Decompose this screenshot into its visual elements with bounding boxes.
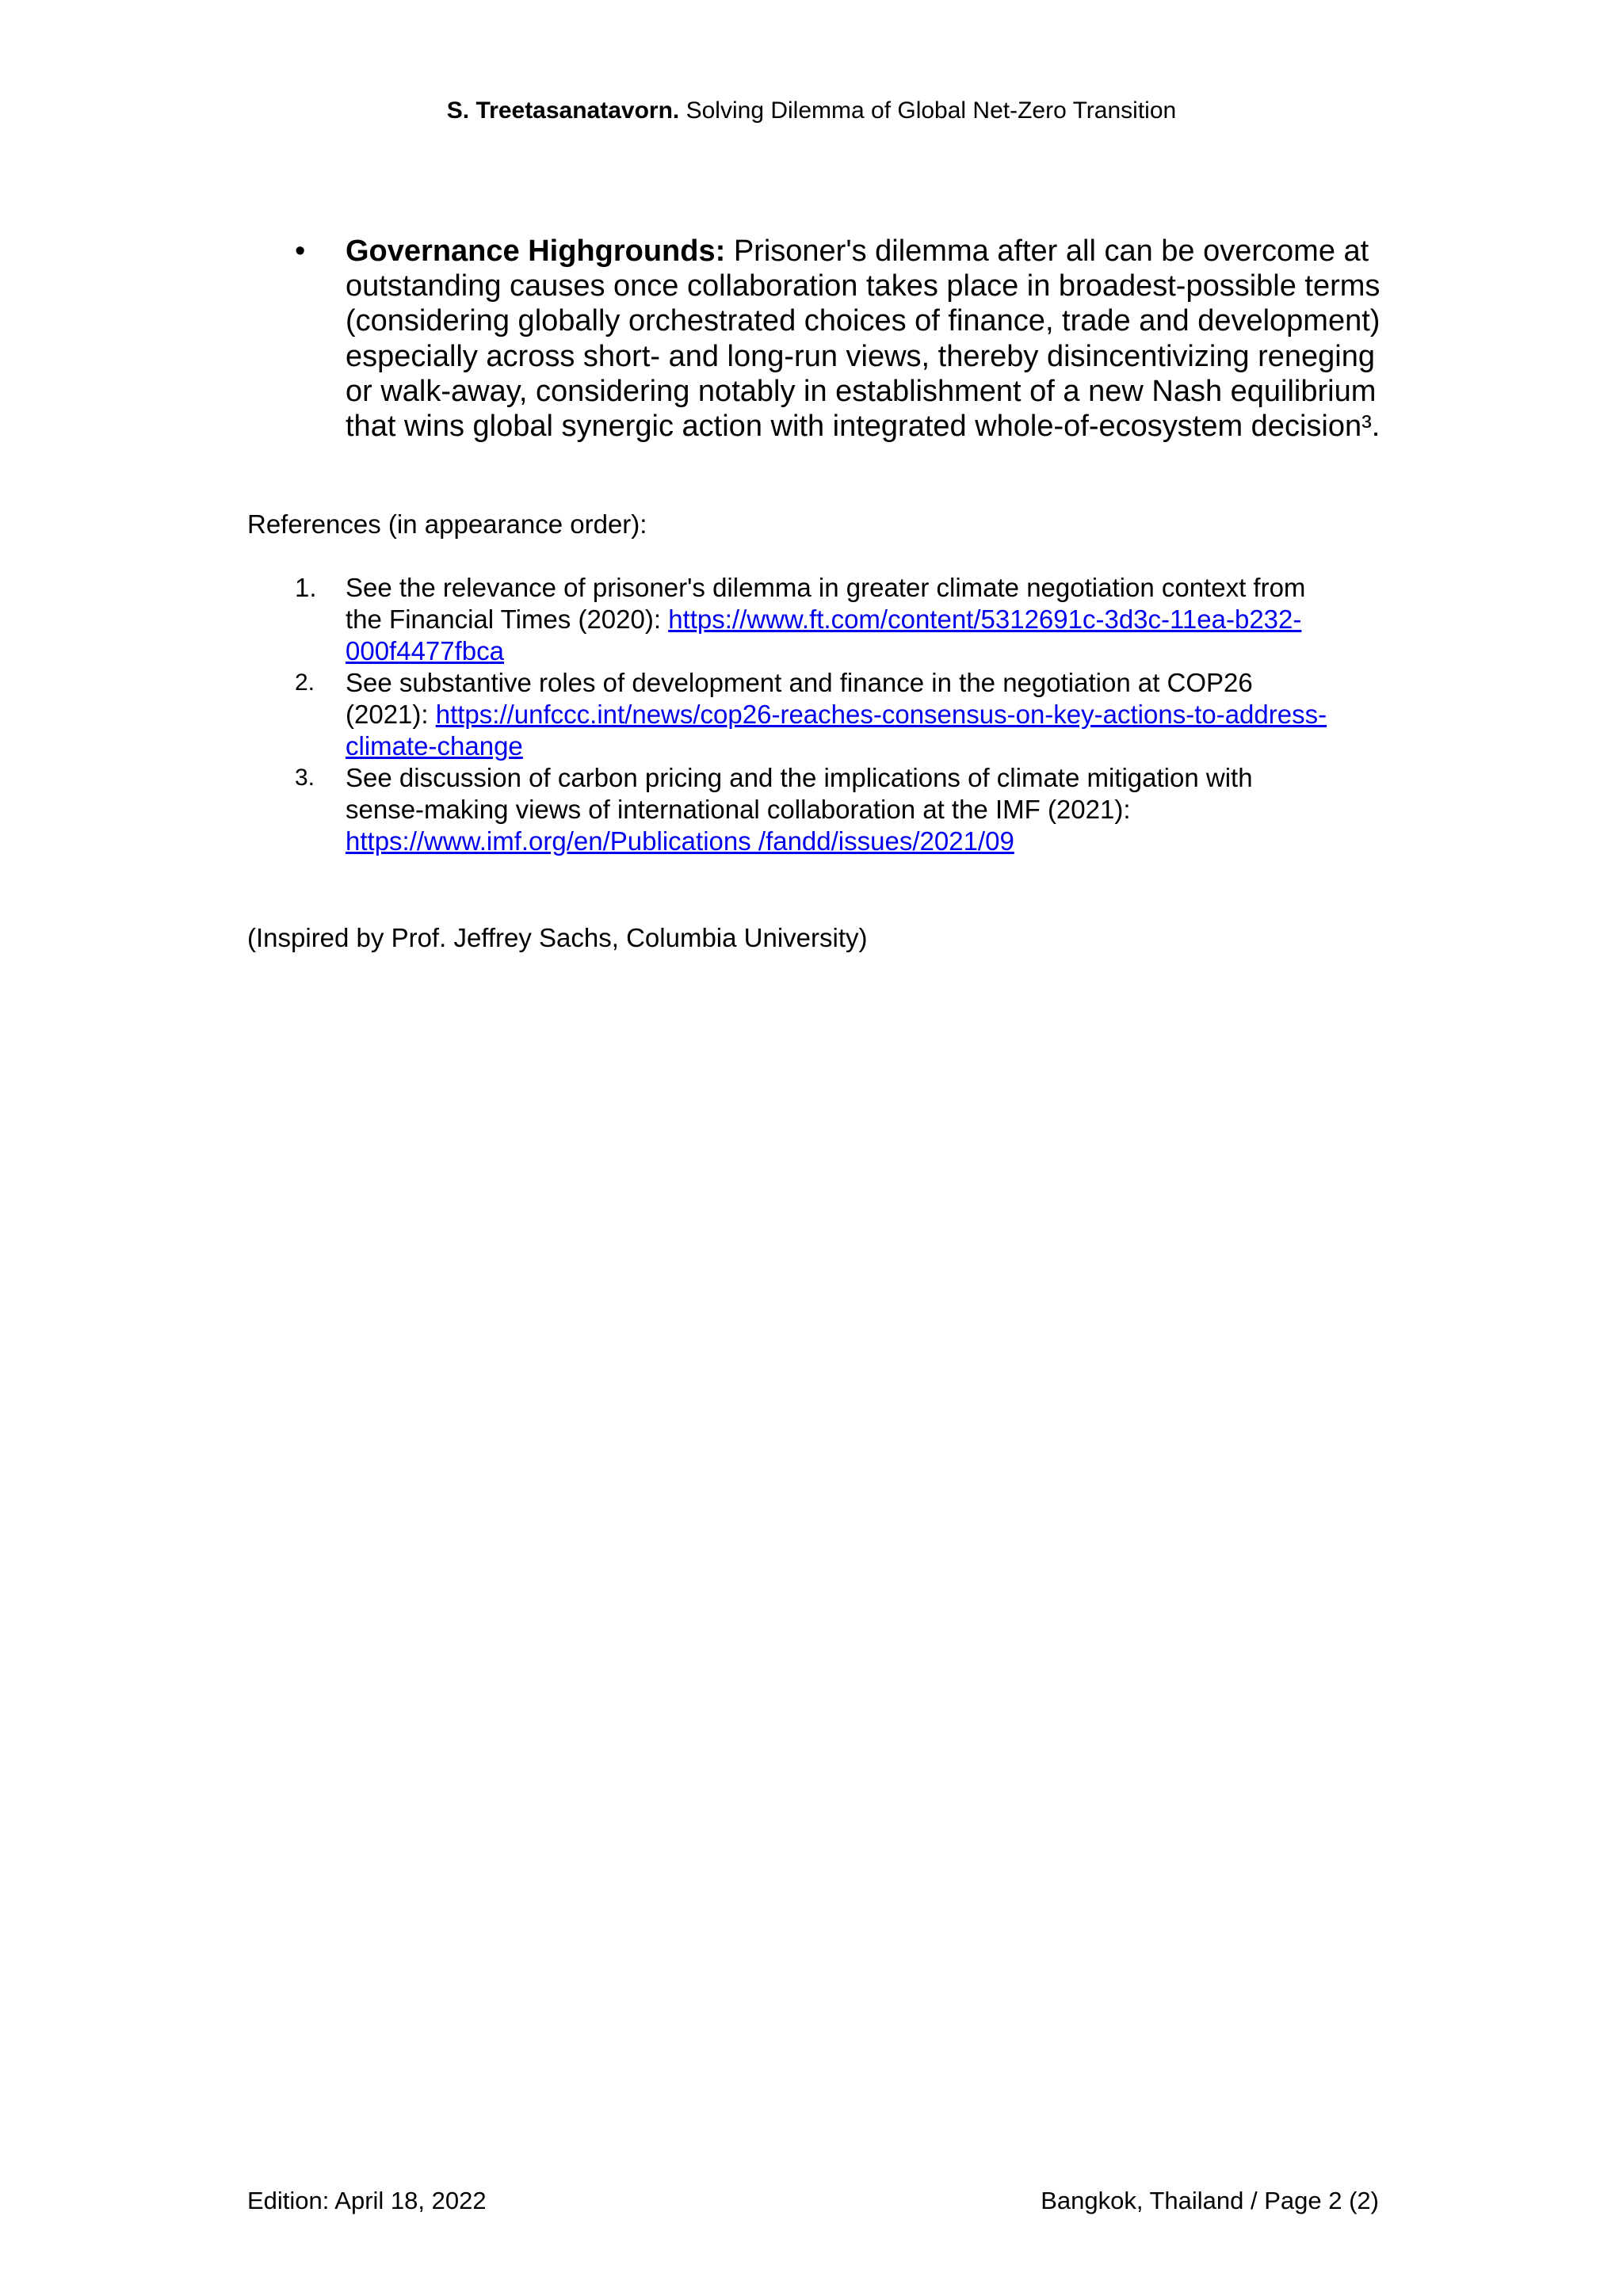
reference-link-unfccc-cont[interactable]: climate-change xyxy=(346,731,523,761)
reference-number: 2. xyxy=(295,669,315,696)
reference-link-unfccc[interactable]: https://unfccc.int/news/cop26-reaches-consensus-on-key-actions-to-address- xyxy=(435,700,1327,729)
reference-text: (2021): xyxy=(346,700,436,729)
reference-line xyxy=(346,730,1420,762)
reference-line xyxy=(346,635,1420,667)
reference-link-imf[interactable]: https://www.imf.org/en/Publications /fandd/issues/2021/09 xyxy=(346,826,1014,856)
reference-number: 1. xyxy=(295,573,317,602)
reference-line xyxy=(346,699,1420,730)
reference-item-1 xyxy=(295,572,1420,667)
bullet-line-3: (considering globally orchestrated choices of finance, trade and development) xyxy=(346,304,1381,338)
reference-link-ft-cont[interactable]: 000f4477fbca xyxy=(346,636,505,666)
bullet-line-1 xyxy=(346,234,1396,269)
reference-text: See the relevance of prisoner's dilemma in greater climate negotiation context from xyxy=(346,573,1306,602)
reference-item-2 xyxy=(295,667,1420,762)
running-header xyxy=(0,93,1623,128)
references-list xyxy=(295,572,1420,857)
bullet-line-4: especially across short- and long-run views, thereby disincentivizing reneging xyxy=(346,339,1375,373)
reference-link-ft[interactable]: https://www.ft.com/content/5312691c-3d3c-11ea-b232- xyxy=(668,605,1302,634)
references-heading: References (in appearance order): xyxy=(247,509,647,539)
footer-edition: Edition: April 18, 2022 xyxy=(247,2187,487,2214)
bullet-marker: • xyxy=(295,235,306,268)
inspiration-note: (Inspired by Prof. Jeffrey Sachs, Columbia University) xyxy=(247,923,868,952)
governance-bullet xyxy=(295,234,1396,444)
header-author: S. Treetasanatavorn. xyxy=(446,97,680,124)
reference-text: See substantive roles of development and finance in the negotiation at COP26 xyxy=(346,668,1253,697)
header-title: Solving Dilemma of Global Net-Zero Transition xyxy=(685,97,1177,124)
reference-text: sense-making views of international collaboration at the IMF (2021): xyxy=(346,795,1131,824)
reference-item-3 xyxy=(295,762,1420,857)
bullet-line-5: or walk-away, considering notably in establishment of a new Nash equilibrium xyxy=(346,374,1377,408)
reference-number: 3. xyxy=(295,765,315,791)
footer-page-info: Bangkok, Thailand / Page 2 (2) xyxy=(1041,2187,1379,2214)
bullet-lead: Governance Highgrounds: xyxy=(346,235,726,268)
bullet-line-2: outstanding causes once collaboration takes place in broadest-possible terms xyxy=(346,269,1381,303)
bullet-line-6: that wins global synergic action with integrated whole-of-ecosystem decision³. xyxy=(346,410,1381,444)
bullet-paragraph xyxy=(346,234,1396,444)
reference-text: the Financial Times (2020): xyxy=(346,605,669,634)
reference-text: See discussion of carbon pricing and the implications of climate mitigation with xyxy=(346,763,1253,792)
bullet-line-1-text: Prisoner's dilemma after all can be overcome at xyxy=(725,235,1369,268)
reference-line xyxy=(346,604,1420,635)
reference-line xyxy=(346,826,1420,857)
